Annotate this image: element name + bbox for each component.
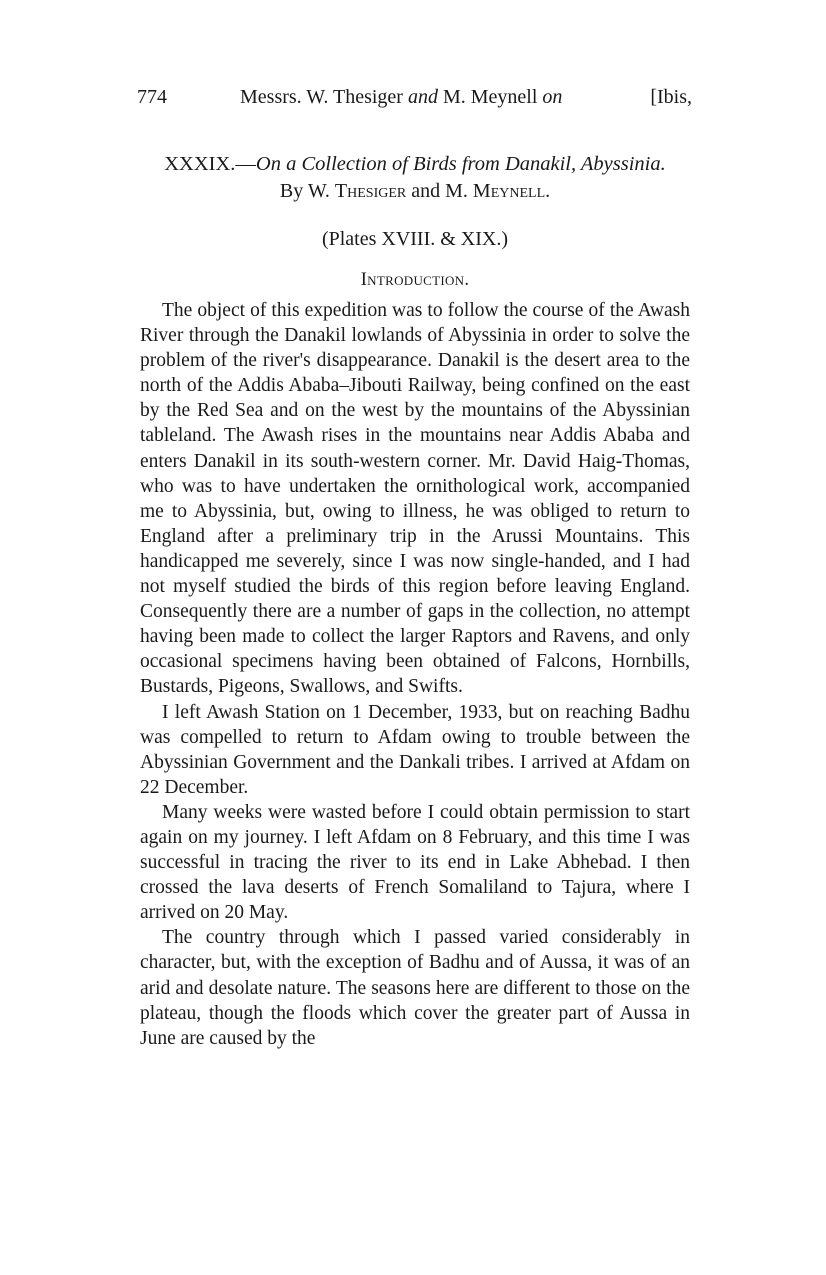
running-head-on: on [542, 86, 563, 108]
journal-name: [Ibis, [650, 86, 692, 108]
section-heading: Introduction. [360, 270, 470, 290]
author2-surname: Meynell [472, 180, 546, 202]
byline [120, 178, 710, 204]
article-title-text: On a Collection of Birds from Danakil, Abyssinia. [255, 153, 666, 175]
paragraph: I left Awash Station on 1 December, 1933, but on reaching Badhu was compelled to return to Afdam owing to trouble between the Abyssinian Government and the Dankali tribes. I arrived at Afdam on 22 December. [140, 701, 690, 798]
article-title [120, 151, 710, 178]
paragraph: The country through which I passed varied considerably in character, but, with the exception of Badhu and of Aussa, it was of an arid and desolate nature. The seasons here are different to those on the plateau, though the floods which cover the greater part of Aussa in June are caused by the [140, 927, 690, 1049]
page-number: 774 [137, 86, 167, 108]
running-head [137, 84, 692, 110]
running-head-authors [240, 84, 562, 110]
plates-reference: (Plates XVIII. & XIX.) [321, 228, 509, 250]
article-number: XXXIX.— [164, 153, 256, 175]
running-head-and: and [407, 86, 438, 108]
running-head-prefix: Messrs. W. Thesiger [240, 86, 408, 108]
paragraph: The object of this expedition was to follow the course of the Awash River through the Danakil lowlands of Abyssinia in order to solve the problem of the river's disappearance. Danakil is the desert area to the north of the Addis Ababa–Jibouti Railway, being confined on the east by the Red Sea and on the west by the mountains of the Abyssinian tableland. The Awash rises in the mountains near Addis Ababa and enters Danakil in its south-western corner. Mr. David Haig-Thomas, who was to have undertaken the ornithological work, accompanied me to Abyssinia, but, owing to illness, he was obliged to return to England after a preliminary trip in the Arussi Mountains. This handicapped me severely, since I was now single-handed, and I had not myself studied the birds of this region before leaving England. Consequently there are a number of gaps in the collection, no attempt having been made to collect the larger Raptors and Ravens, and only occasional specimens having been obtained of Falcons, Hornbills, Bustards, Pigeons, Swallows, and Swifts. [140, 300, 690, 698]
running-head-suffix: M. Meynell [437, 86, 543, 108]
author1-surname: Thesiger [334, 180, 407, 202]
article-title-block [120, 151, 710, 204]
byline-prefix: By W. [279, 180, 335, 202]
paragraph: Many weeks were wasted before I could obtain permission to start again on my journey. I left Afdam on 8 February, and this time I was successful in tracing the river to its end in Lake Abhebad. I then crossed the lava deserts of French Somaliland to Tajura, where I arrived on 20 May. [140, 801, 690, 924]
byline-and: and M. [406, 180, 473, 202]
body-text [140, 298, 690, 1051]
byline-end: . [545, 180, 551, 202]
